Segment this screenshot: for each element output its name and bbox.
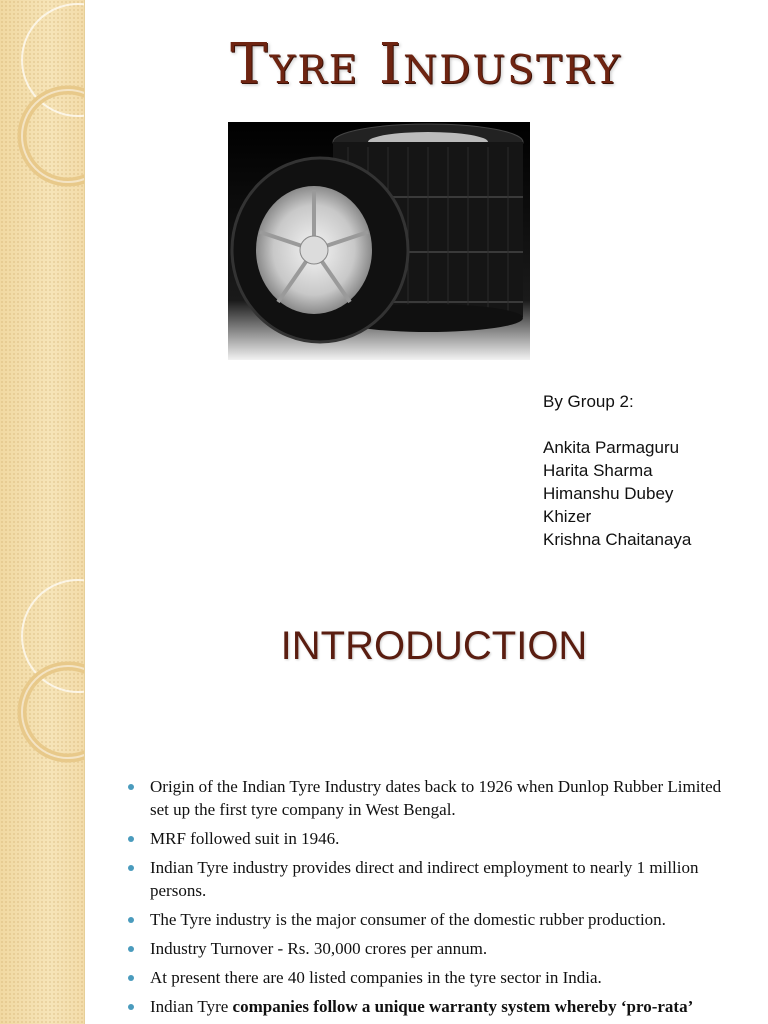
bullet-list xyxy=(124,775,744,1024)
bullet-bold-text: companies follow a unique warranty system whereby ‘pro-rata’ xyxy=(232,997,694,1016)
bullet-icon xyxy=(128,946,134,952)
byline-heading: By Group 2: xyxy=(543,392,634,411)
bullet-text: Industry Turnover - Rs. 30,000 crores per annum. xyxy=(150,939,488,958)
bullet-icon xyxy=(128,1004,134,1010)
bullet-text: Indian Tyre industry provides direct and indirect employment to nearly 1 million persons. xyxy=(150,858,699,900)
bullet-text: Origin of the Indian Tyre Industry dates back to 1926 when Dunlop Rubber Limited set up the first tyre company in West Bengal. xyxy=(150,777,722,819)
ring-ornament-icon xyxy=(0,0,84,576)
bullet-icon xyxy=(128,784,134,790)
list-item xyxy=(124,827,744,850)
list-item xyxy=(124,775,744,821)
decorative-sidebar xyxy=(0,0,85,576)
bullet-icon xyxy=(128,865,134,871)
list-item xyxy=(124,995,744,1018)
list-item xyxy=(124,937,744,960)
list-item xyxy=(124,908,744,931)
bullet-text: At present there are 40 listed companies in the tyre sector in India. xyxy=(150,968,602,987)
list-item xyxy=(124,856,744,902)
bullet-text: The Tyre industry is the major consumer of the domestic rubber production. xyxy=(150,910,666,929)
bullet-icon xyxy=(128,836,134,842)
bullet-icon xyxy=(128,917,134,923)
bullet-icon xyxy=(128,975,134,981)
member-name: Himanshu Dubey xyxy=(543,484,674,503)
list-item xyxy=(124,966,744,989)
slide-introduction xyxy=(0,576,768,1024)
member-name: Khizer xyxy=(543,507,592,526)
bullet-text: MRF followed suit in 1946. xyxy=(150,829,340,848)
member-name: Krishna Chaitanaya xyxy=(543,530,692,549)
tyre-stack-image xyxy=(228,122,530,360)
member-name: Harita Sharma xyxy=(543,461,653,480)
group-byline xyxy=(543,390,691,551)
slide-title-heading: Tyre Industry xyxy=(230,32,622,97)
bullet-text: Indian Tyre xyxy=(150,997,233,1016)
decorative-sidebar xyxy=(0,576,85,1024)
member-name: Ankita Parmaguru xyxy=(543,438,680,457)
slide-title-heading: INTRODUCTION xyxy=(280,624,588,668)
ring-ornament-icon xyxy=(0,576,84,1024)
